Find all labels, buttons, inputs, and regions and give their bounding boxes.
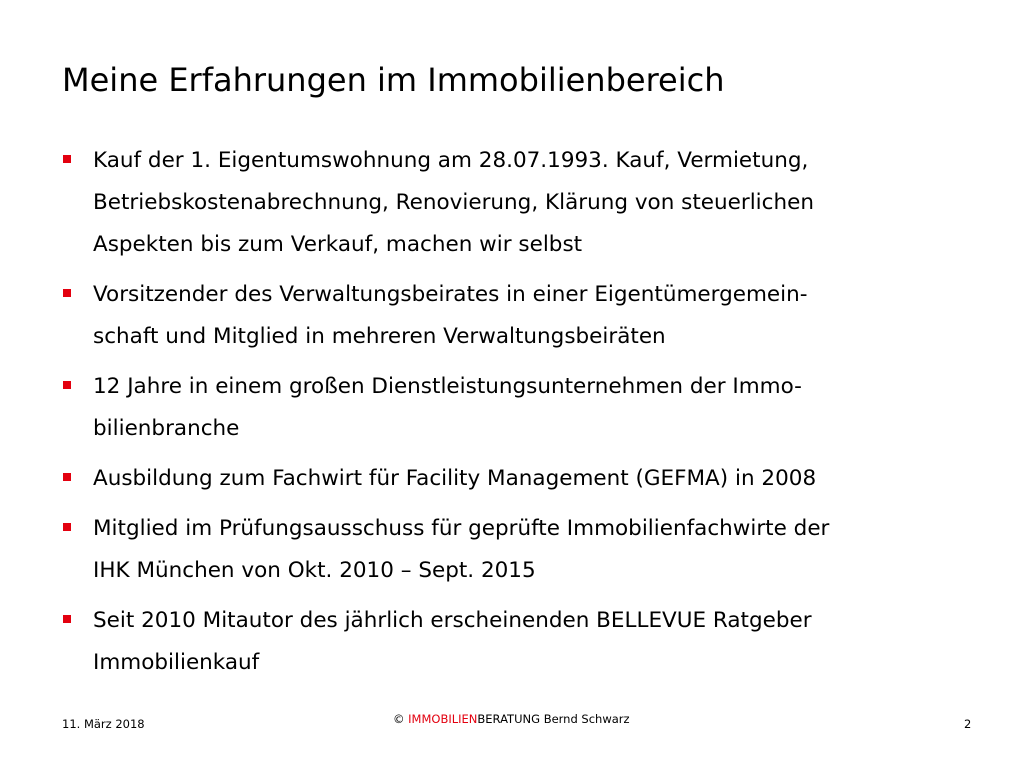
slide-title: Meine Erfahrungen im Immobilienbereich [62, 61, 725, 99]
bullet-item [62, 366, 982, 450]
bullet-item [62, 600, 982, 684]
bullet-square-icon [63, 473, 71, 481]
bullet-line: Ausbildung zum Fachwirt für Facility Management (GEFMA) in 2008 [93, 466, 817, 491]
bullet-item [62, 508, 982, 592]
bullet-line: IHK München von Okt. 2010 – Sept. 2015 [93, 558, 536, 583]
bullet-line: Immobilienkauf [93, 650, 260, 675]
bullet-list [62, 140, 982, 692]
bullet-square-icon [63, 289, 71, 297]
bullet-square-icon [63, 523, 71, 531]
bullet-square-icon [63, 615, 71, 623]
brand-name-rest: BERATUNG [477, 712, 541, 726]
bullet-item [62, 140, 982, 266]
bullet-line: Mitglied im Prüfungsausschuss für geprüfte Immobilienfachwirte der [93, 516, 830, 541]
bullet-square-icon [63, 155, 71, 163]
footer-copyright [393, 711, 630, 727]
bullet-item [62, 274, 982, 358]
bullet-square-icon [63, 381, 71, 389]
copyright-symbol: © [393, 712, 405, 726]
bullet-line: Seit 2010 Mitautor des jährlich erscheinenden BELLEVUE Ratgeber [93, 608, 812, 633]
footer-date: 11. März 2018 [62, 717, 145, 731]
bullet-line: Vorsitzender des Verwaltungsbeirates in einer Eigentümergemein- [93, 282, 808, 307]
author-name: Bernd Schwarz [543, 712, 630, 726]
bullet-item [62, 458, 982, 500]
brand-name-red: IMMOBILIEN [408, 712, 478, 726]
bullet-line: Aspekten bis zum Verkauf, machen wir selbst [93, 232, 583, 257]
page-number: 2 [964, 717, 972, 731]
bullet-line: Kauf der 1. Eigentumswohnung am 28.07.1993. Kauf, Vermietung, [93, 148, 809, 173]
bullet-line: Betriebskostenabrechnung, Renovierung, Klärung von steuerlichen [93, 190, 814, 215]
bullet-line: bilienbranche [93, 416, 240, 441]
bullet-line: 12 Jahre in einem großen Dienstleistungsunternehmen der Immo- [93, 374, 802, 399]
bullet-line: schaft und Mitglied in mehreren Verwaltungsbeiräten [93, 324, 666, 349]
